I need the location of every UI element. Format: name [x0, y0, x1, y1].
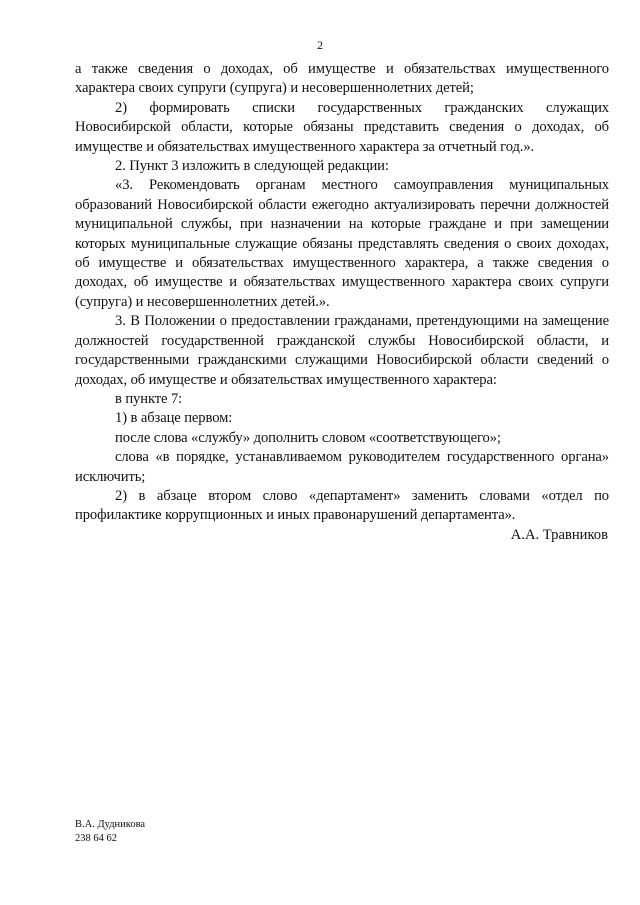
paragraph: а также сведения о доходах, об имуществе и обязательствах имущественного характера своих супруги (супруга) и несовершеннолетних детей;: [75, 61, 609, 97]
paragraph: 2) в абзаце втором слово «департамент» заменить словами «отдел по профилактике коррупционных и иных правонарушений департамента».: [75, 487, 609, 524]
paragraph: в пункте 7:: [115, 390, 183, 407]
paragraph: 3. В Положении о предоставлении гражданами, претендующими на замещение должностей государственной гражданской службы Новосибирской области, и государственными гражданскими служащими Новосибирской области сведений о доходах, об имуществе и обязательствах имущественного характера:: [75, 313, 609, 388]
signature: А.А. Травников: [510, 527, 608, 543]
paragraph: после слова «службу» дополнить словом «соответствующего»;: [115, 429, 501, 446]
paragraph: 2. Пункт 3 изложить в следующей редакции:: [115, 158, 389, 175]
document-body: [75, 60, 609, 526]
footer: [75, 818, 145, 846]
paragraph: слова «в порядке, устанавливаемом руководителем государственного органа» исключить;: [75, 449, 609, 485]
page-number: 2: [317, 38, 323, 52]
paragraph: 1) в абзаце первом:: [115, 410, 233, 427]
footer-phone: 238 64 62: [75, 833, 117, 844]
footer-author: В.А. Дудникова: [75, 819, 146, 830]
paragraph: «3. Рекомендовать органам местного самоуправления муниципальных образований Новосибирской области ежегодно актуализировать перечни должностей муниципальной службы, при назначении на которые граждане и при замещении которых муниципальные служащие обязаны представлять сведения о своих доходах, об имуществе и обязательствах имущественного характера, а также сведения о доходах, об имуществе и обязательствах имущественного характера своих супруги (супруга) и несовершеннолетних детей.».: [75, 177, 609, 310]
paragraph: 2) формировать списки государственных гражданских служащих Новосибирской области, которые обязаны представить сведения о доходах, об имуществе и обязательствах имущественного характера за отчетный год.».: [75, 99, 609, 155]
